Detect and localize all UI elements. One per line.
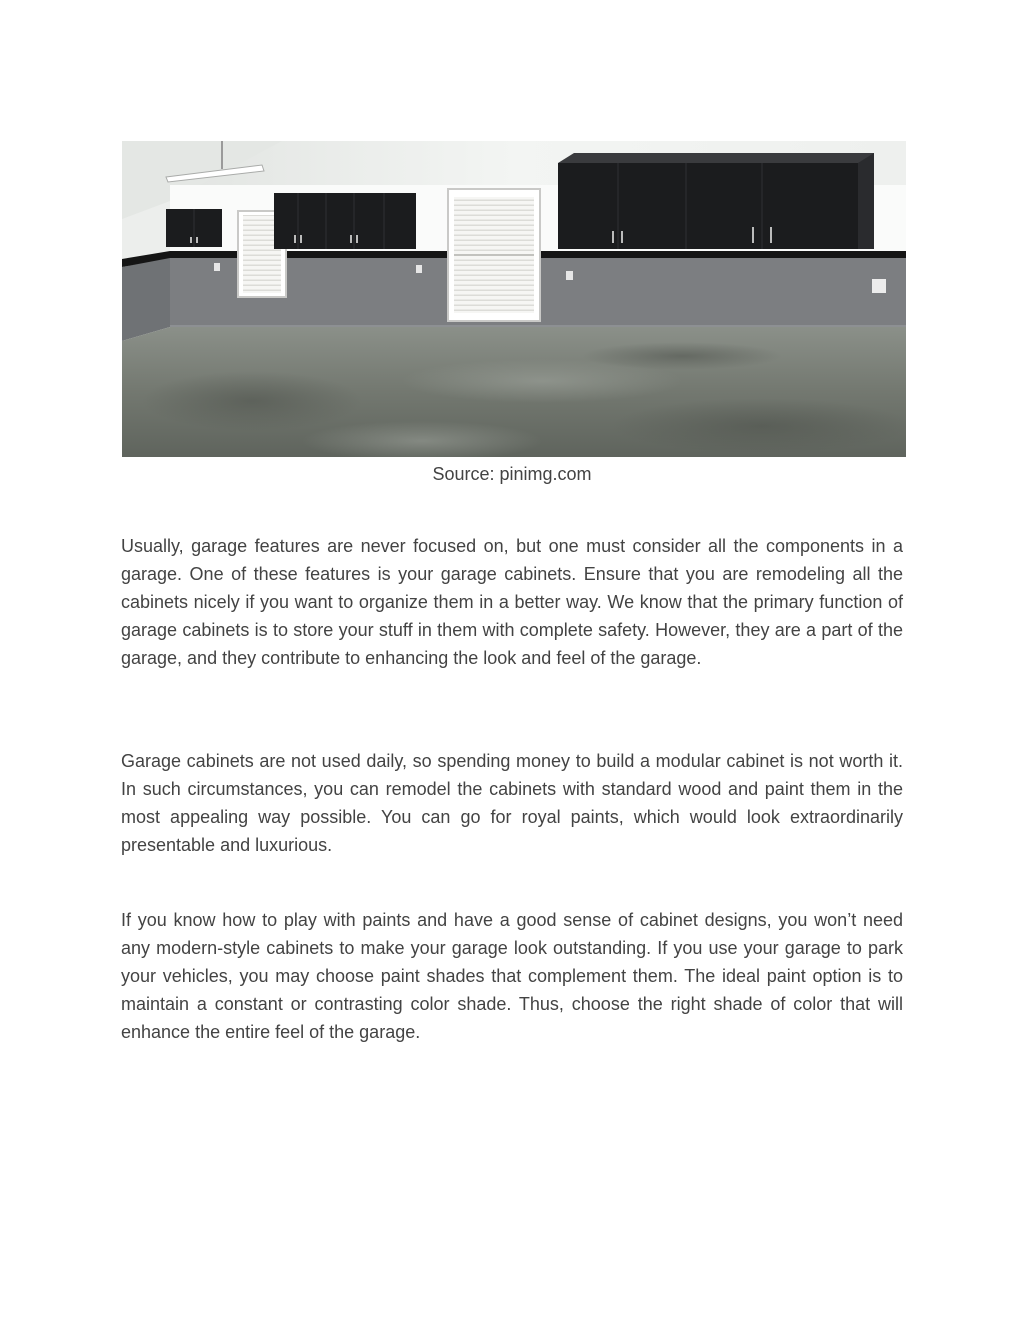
cabinet-handle [356,235,358,243]
paragraph: Garage cabinets are not used daily, so spending money to build a modular cabinet is not worth it. In such circumstances, you can remodel the cabinets with standard wood and paint them in the most appealing way possible. You can go for royal paints, which would look extraordinarily presentable and luxurious. [121,751,903,855]
cabinet-handle [612,231,614,243]
cabinet-handle [770,227,772,243]
cabinet-handle [196,237,198,243]
floor-stain [612,398,906,454]
cabinet-handle [621,231,623,243]
image-caption: Source: pinimg.com [432,464,592,484]
cabinet-handle [294,235,296,243]
cabinet-handle [300,235,302,243]
garage-photo [122,141,906,457]
garage-cabinets-illustration [122,141,906,457]
cabinet-handle [350,235,352,243]
wall-outlet [416,265,422,273]
cabinet-top [558,153,874,163]
left-lower-wall [122,257,170,341]
cabinet-handle [190,237,192,243]
cabinet-handle [752,227,754,243]
wall-outlet [214,263,220,271]
paragraph: If you know how to play with paints and have a good sense of cabinet designs, you won’t need any modern-style cabinets to make your garage look outstanding. If you use your garage to park your vehicles, you may choose paint shades that complement them. The ideal paint option is to maintain a constant or contrasting color shade. Thus, choose the right shade of color that will enhance the entire feel of the garage. [121,910,903,1042]
wall-switch [872,279,886,293]
paragraph: Usually, garage features are never focused on, but one must consider all the components in a garage. One of these features is your garage cabinets. Ensure that you are remodeling all the cabinets nicely if you want to organize them in a better way. We know that the primary function of garage cabinets is to store your stuff in them with complete safety. However, they are a part of the garage, and they contribute to enhancing the look and feel of the garage. [121,536,903,668]
floor-stain [582,342,782,370]
floor-stain [142,371,362,431]
cabinet-side [858,153,874,249]
cabinet-large [558,163,858,249]
wall-outlet [566,271,573,280]
